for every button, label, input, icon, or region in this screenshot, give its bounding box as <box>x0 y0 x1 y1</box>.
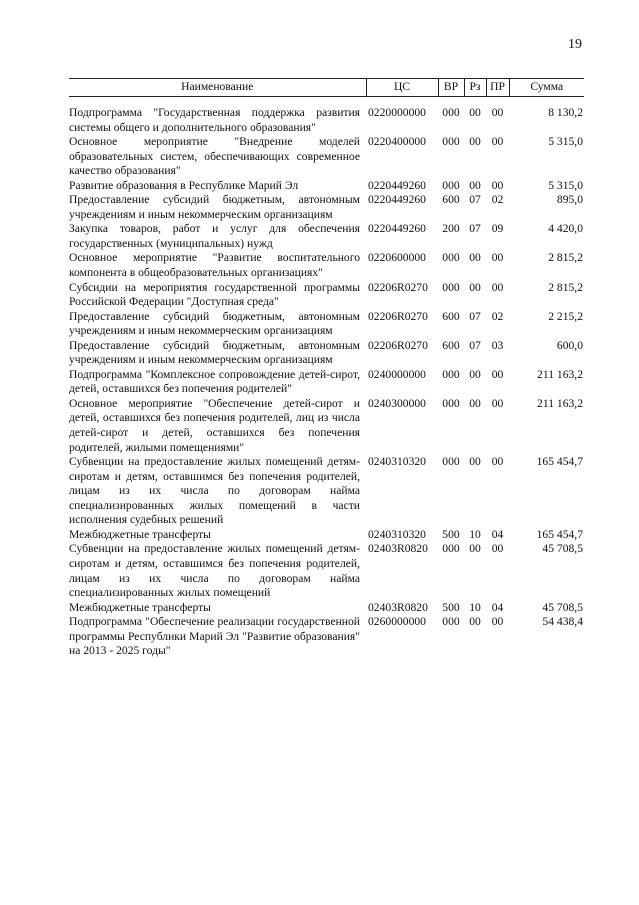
table-row <box>69 397 584 455</box>
page-number: 19 <box>568 37 582 52</box>
row-rz: 07 <box>469 193 481 207</box>
row-vr: 000 <box>442 178 460 192</box>
row-cs: 0220000000 <box>368 106 426 119</box>
row-rz: 00 <box>469 135 481 149</box>
row-cs: 0220449260 <box>368 193 426 207</box>
row-cs: 02206R0270 <box>368 309 428 323</box>
row-cs: 0220600000 <box>368 251 426 265</box>
row-sum: 45 708,5 <box>542 542 583 556</box>
row-vr: 000 <box>442 367 460 381</box>
row-sum: 2 815,2 <box>548 280 583 294</box>
row-sum: 8 130,2 <box>548 106 583 119</box>
row-cs: 0240310320 <box>368 455 426 469</box>
row-sum: 4 420,0 <box>548 222 583 236</box>
row-pr: 00 <box>491 251 504 265</box>
row-name: Развитие образования в Республике Марий Эл <box>69 178 299 192</box>
row-sum: 45 708,5 <box>542 600 583 614</box>
row-rz: 00 <box>469 396 481 410</box>
row-name: Подпрограмма "Комплексное сопровождение детей-сирот, детей, оставшихся без попечения родителей" <box>69 367 360 396</box>
table-row <box>69 528 584 543</box>
row-rz: 00 <box>469 178 481 192</box>
row-vr: 000 <box>442 106 460 119</box>
row-name: Основное мероприятие "Внедрение моделей образовательных систем, обеспечивающих современное качество образования" <box>69 135 360 178</box>
row-cs: 0240310320 <box>368 527 426 541</box>
row-name: Межбюджетные трансферты <box>69 600 211 614</box>
row-rz: 00 <box>469 542 481 556</box>
row-sum: 2 215,2 <box>548 309 583 323</box>
row-name: Подпрограмма "Обеспечение реализации государственной программы Республики Марий Эл "Развитие образования" на 2013 - 2025 годы" <box>69 615 360 658</box>
row-vr: 500 <box>442 527 460 541</box>
row-vr: 000 <box>442 280 460 294</box>
row-pr: 00 <box>491 178 504 192</box>
row-name: Предоставление субсидий бюджетным, автономным учреждениям и иным некоммерческим организациям <box>69 309 360 338</box>
row-vr: 000 <box>442 615 460 629</box>
row-sum: 5 315,0 <box>548 178 583 192</box>
row-pr: 02 <box>491 309 504 323</box>
row-cs: 0240300000 <box>368 396 426 410</box>
row-sum: 211 163,2 <box>537 367 583 381</box>
table-row <box>69 97 584 136</box>
row-pr: 00 <box>491 455 504 469</box>
row-name: Субвенции на предоставление жилых помещений детям-сиротам и детям, оставшимся без попечения родителей, лицам из их числа по договорам найма специализированных жилых помещений <box>69 542 360 600</box>
table-row <box>69 310 584 339</box>
row-pr: 00 <box>491 396 504 410</box>
row-rz: 00 <box>469 455 481 469</box>
row-cs: 02403R0820 <box>368 542 428 556</box>
row-name: Основное мероприятие "Обеспечение детей-сирот и детей, оставшихся без попечения родителей, лиц из числа детей-сирот и детей, оставшихся без попечения родителей, жилыми помещениями" <box>69 396 360 454</box>
row-vr: 000 <box>442 135 460 149</box>
row-name: Предоставление субсидий бюджетным, автономным учреждениям и иным некоммерческим организациям <box>69 193 360 221</box>
row-vr: 600 <box>442 338 460 352</box>
table-row <box>69 368 584 397</box>
header-name: Наименование <box>69 79 366 97</box>
row-cs: 02206R0270 <box>368 280 428 294</box>
row-pr: 00 <box>491 135 504 149</box>
row-vr: 200 <box>442 222 460 236</box>
row-name: Основное мероприятие "Развитие воспитательного компонента в общеобразовательных организациях" <box>69 251 360 280</box>
table-row <box>69 339 584 368</box>
row-vr: 000 <box>442 542 460 556</box>
table-header-row <box>69 79 584 97</box>
row-sum: 5 315,0 <box>548 135 583 149</box>
table-row <box>69 135 584 179</box>
row-sum: 165 454,7 <box>536 527 583 541</box>
table-row <box>69 281 584 310</box>
row-rz: 00 <box>469 367 481 381</box>
row-vr: 500 <box>442 600 460 614</box>
row-rz: 00 <box>469 251 481 265</box>
row-sum: 211 163,2 <box>537 396 583 410</box>
row-pr: 02 <box>491 193 504 207</box>
row-rz: 00 <box>469 615 481 629</box>
row-pr: 09 <box>491 222 504 236</box>
row-pr: 00 <box>491 280 504 294</box>
row-pr: 04 <box>491 600 504 614</box>
row-rz: 00 <box>469 106 481 119</box>
row-cs: 02403R0820 <box>368 600 428 614</box>
table-row <box>69 179 584 194</box>
budget-table <box>69 78 584 659</box>
row-pr: 00 <box>491 106 504 119</box>
row-vr: 600 <box>442 309 460 323</box>
row-rz: 07 <box>469 222 481 236</box>
row-cs: 0260000000 <box>368 615 426 629</box>
row-name: Подпрограмма "Государственная поддержка развития системы общего и дополнительного образования" <box>69 106 360 134</box>
table-row <box>69 601 584 616</box>
row-pr: 00 <box>491 367 504 381</box>
table-row <box>69 542 584 600</box>
row-pr: 00 <box>491 542 504 556</box>
row-pr: 03 <box>491 338 504 352</box>
row-name: Предоставление субсидий бюджетным, автономным учреждениям и иным некоммерческим организациям <box>69 338 360 367</box>
row-cs: 0240000000 <box>368 367 426 381</box>
row-rz: 00 <box>469 280 481 294</box>
row-vr: 000 <box>442 251 460 265</box>
row-vr: 000 <box>442 455 460 469</box>
row-sum: 165 454,7 <box>536 455 583 469</box>
row-cs: 0220449260 <box>368 178 426 192</box>
header-rz: Рз <box>464 79 486 97</box>
row-rz: 07 <box>469 309 481 323</box>
row-sum: 895,0 <box>556 193 583 207</box>
row-rz: 10 <box>469 600 481 614</box>
row-name: Субвенции на предоставление жилых помещений детям-сиротам и детям, оставшимся без попечения родителей, лицам из их числа по договорам найма специализированных жилых помещений в части исполнения судебных решений <box>69 455 360 527</box>
row-cs: 02206R0270 <box>368 338 428 352</box>
row-rz: 07 <box>469 338 481 352</box>
row-name: Закупка товаров, работ и услуг для обеспечения государственных (муниципальных) нужд <box>69 222 360 250</box>
row-sum: 2 815,2 <box>548 251 583 265</box>
row-rz: 10 <box>469 527 481 541</box>
row-cs: 0220449260 <box>368 222 426 236</box>
row-vr: 000 <box>442 396 460 410</box>
table-row <box>69 222 584 251</box>
row-pr: 04 <box>491 527 504 541</box>
table-row <box>69 193 584 222</box>
header-pr: ПР <box>486 79 509 97</box>
table-row <box>69 455 584 528</box>
row-pr: 00 <box>491 615 504 629</box>
row-cs: 0220400000 <box>368 135 426 149</box>
row-vr: 600 <box>442 193 460 207</box>
row-name: Субсидии на мероприятия государственной программы Российской Федерации "Доступная среда" <box>69 280 360 309</box>
table-row <box>69 251 584 280</box>
header-vr: ВР <box>438 79 464 97</box>
row-sum: 600,0 <box>556 338 583 352</box>
table-row <box>69 615 584 659</box>
header-sum: Сумма <box>509 79 584 97</box>
header-cs: ЦС <box>366 79 438 97</box>
row-sum: 54 438,4 <box>542 615 583 629</box>
row-name: Межбюджетные трансферты <box>69 527 211 541</box>
